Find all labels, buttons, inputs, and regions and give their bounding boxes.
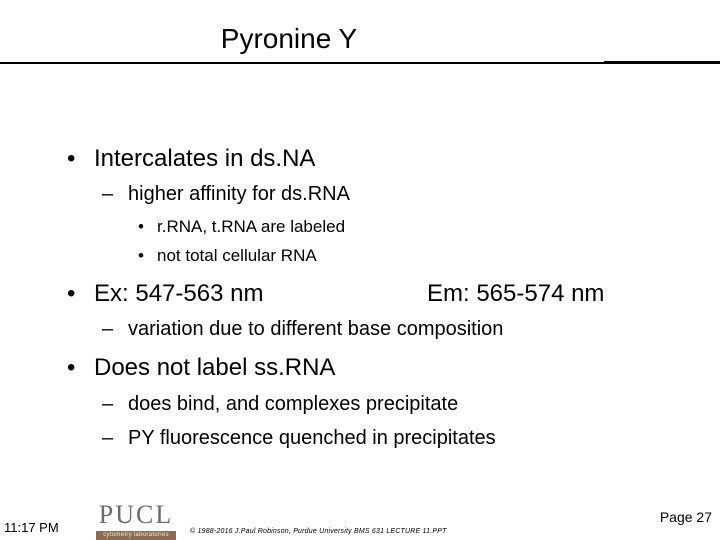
bullet-marker: • [67, 354, 76, 381]
bullet-3 [67, 353, 336, 383]
bullet-1-sub-1-item-1-text: r.RNA, t.RNA are labeled [157, 217, 346, 236]
bullet-1-sub-1-item-2-text: not total cellular RNA [157, 246, 317, 265]
title-underline-accent [604, 61, 720, 64]
bullet-1-sub-1-item-2 [138, 245, 317, 267]
bullet-marker: • [67, 280, 76, 307]
dash-marker: – [102, 318, 114, 340]
bullet-1-sub-1-text: higher affinity for ds.RNA [128, 183, 350, 205]
bullet-2 [67, 279, 264, 309]
footer-time: 11:17 PM [4, 520, 59, 535]
slide-title: Pyronine Y [220, 23, 358, 54]
bullet-2-sub-1-text: variation due to different base composition [128, 318, 504, 340]
bullet-marker: • [138, 246, 144, 265]
bullet-1-text: Intercalates in ds.NA [94, 145, 316, 172]
bullet-1-sub-1-item-1 [138, 216, 346, 238]
bullet-3-text: Does not label ss.RNA [94, 354, 336, 381]
excitation-text: Ex: 547-563 nm [94, 280, 264, 307]
dash-marker: – [102, 183, 114, 205]
bullet-marker: • [67, 145, 76, 172]
logo-subtitle: cytometry laboratories [103, 532, 169, 538]
dash-marker: – [102, 393, 114, 415]
bullet-3-sub-2-text: PY fluorescence quenched in precipitates [128, 427, 496, 449]
logo [96, 500, 176, 540]
bullet-3-sub-2 [102, 425, 496, 451]
bullet-3-sub-1 [102, 391, 459, 417]
bullet-3-sub-1-text: does bind, and complexes precipitate [128, 393, 459, 415]
bullet-1-sub-1 [102, 181, 350, 207]
dash-marker: – [102, 427, 114, 449]
bullet-marker: • [138, 217, 144, 236]
bullet-1 [67, 144, 316, 174]
bullet-2-sub-1 [102, 316, 504, 342]
logo-text: PUCL [98, 500, 174, 529]
footer-copyright: © 1988-2016 J.Paul Robinson, Purdue University BMS 631 LECTURE 11.PPT [190, 528, 447, 535]
emission-text: Em: 565-574 nm [427, 280, 605, 307]
page-number: Page 27 [659, 509, 712, 525]
